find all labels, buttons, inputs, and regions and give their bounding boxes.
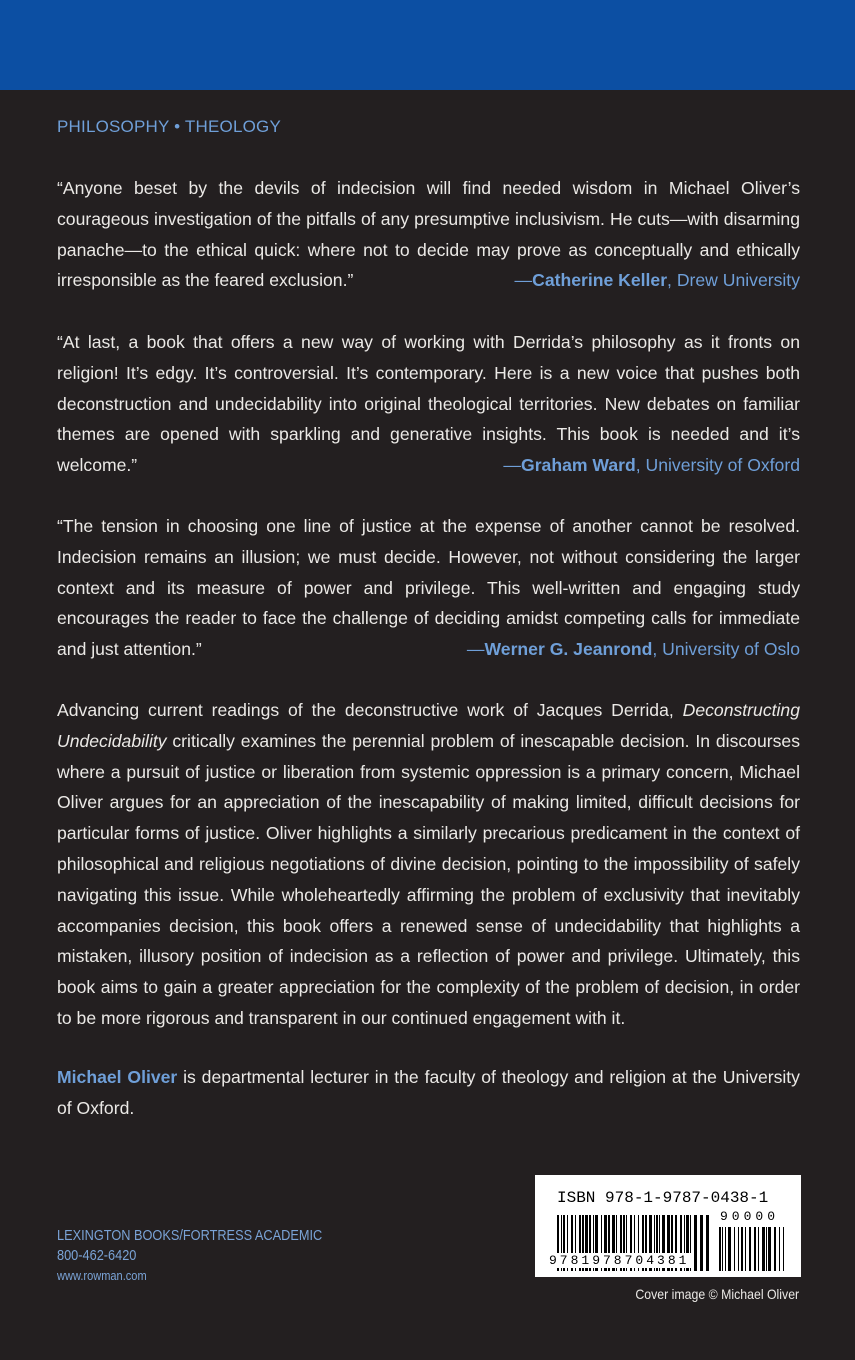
endorser-affiliation: , University of Oxford bbox=[635, 455, 800, 476]
quote-text: “At last, a book that offers a new way of working with Derrida’s philosophy as it fronts on religion! It’s edgy. It’s controversial. It’s contemporary. Here is a new voice that pushes both deconstruction and undecidability into original theological territories. New debates on familiar themes are opened with sparkling and generative insights. This book is needed and it’s welcome.” bbox=[57, 332, 800, 476]
publisher-name: LEXINGTON BOOKS/FORTRESS ACADEMIC bbox=[57, 1227, 323, 1244]
top-color-band bbox=[0, 0, 855, 90]
book-title: Deconstructing Undecidability bbox=[57, 700, 800, 751]
barcode-bar bbox=[722, 1227, 723, 1271]
ean-digits: 9781978704381 bbox=[549, 1253, 690, 1268]
barcode-bar bbox=[754, 1227, 756, 1271]
barcode-bar bbox=[749, 1227, 751, 1271]
barcode-bar bbox=[734, 1227, 735, 1271]
barcode-bar bbox=[766, 1227, 767, 1271]
barcode-bar bbox=[706, 1215, 709, 1271]
barcode-bar bbox=[783, 1227, 784, 1271]
author-bio-text: is departmental lecturer in the faculty of theology and religion at the University of Oxford. bbox=[57, 1067, 800, 1118]
quote-text: “Anyone beset by the devils of indecision will find needed wisdom in Michael Oliver’s courageous investigation of the pitfalls of any presumptive inclusivism. He cuts—with disarming panache—to the ethical quick: where not to decide may prove as conceptually and ethically irresponsible as the feared exclusion.” bbox=[57, 178, 800, 291]
endorser-name: Catherine Keller bbox=[532, 270, 668, 291]
category-label: PHILOSOPHY • THEOLOGY bbox=[57, 117, 281, 136]
endorsement-quote bbox=[57, 327, 800, 481]
book-description bbox=[57, 695, 800, 1034]
barcode-bar bbox=[738, 1227, 739, 1271]
description-body: critically examines the perennial problem of inescapable decision. In discourses where a pursuit of justice or liberation from systemic oppression is a primary concern, Michael Oliver argues for an appreciation of the inescapability of making limited, difficult decisions for particular forms of justice. Oliver highlights a similarly precarious predicament in the context of philosophical and religious negotiations of divine decision, pointing to the impossibility of safely navigating this issue. While wholeheartedly affirming the problem of exclusivity that inevitably accompanies decision, this book offers a renewed sense of undecidability that highlights a mistaken, illusory position of indecision as a reflection of power and privilege. Ultimately, this book aims to gain a greater appreciation for the complexity of the problem of decision, in order to be more rigorous and transparent in our continued engagement with it. bbox=[57, 730, 800, 1028]
isbn-text: ISBN 978-1-9787-0438-1 bbox=[557, 1189, 769, 1207]
author-bio bbox=[57, 1062, 800, 1124]
barcode-bar bbox=[725, 1227, 726, 1271]
endorser-affiliation: , Drew University bbox=[667, 270, 800, 291]
barcode-bar bbox=[694, 1215, 697, 1271]
quote-text: “The tension in choosing one line of justice at the expense of another cannot be resolved. Indecision remains an illusion; we must decide. However, not without considering the larger context and its measure of power and privilege. This well-written and engaging study encourages the reader to face the challenge of deciding amidst competing calls for immediate and just attention.” bbox=[57, 516, 800, 660]
quote-attribution bbox=[515, 265, 800, 296]
cover-image-credit: Cover image © Michael Oliver bbox=[635, 1286, 799, 1302]
endorser-affiliation: , University of Oslo bbox=[652, 639, 800, 660]
dash: — bbox=[466, 639, 485, 660]
description-intro: Advancing current readings of the deconstructive work of Jacques Derrida, bbox=[57, 700, 683, 720]
barcode-bar bbox=[728, 1227, 731, 1271]
endorser-name: Graham Ward bbox=[521, 455, 636, 476]
dash: — bbox=[514, 270, 533, 291]
price-code: 90000 bbox=[720, 1209, 780, 1224]
barcode-bar bbox=[719, 1227, 721, 1271]
endorsement-quote bbox=[57, 511, 800, 665]
quote-attribution bbox=[503, 450, 800, 481]
isbn-barcode bbox=[535, 1175, 801, 1277]
endorsement-quote bbox=[57, 173, 800, 296]
publisher-phone: 800-462-6420 bbox=[57, 1247, 137, 1264]
dash: — bbox=[503, 455, 522, 476]
barcode-bar bbox=[745, 1227, 746, 1271]
barcode-bar bbox=[741, 1227, 743, 1271]
barcode-bar bbox=[768, 1227, 771, 1271]
quote-attribution bbox=[467, 634, 800, 665]
barcode-bar bbox=[762, 1227, 765, 1271]
endorser-name: Werner G. Jeanrond bbox=[484, 639, 653, 660]
barcode-bar bbox=[758, 1227, 759, 1271]
barcode-bar bbox=[779, 1227, 780, 1271]
barcode-bar bbox=[774, 1227, 776, 1271]
author-name: Michael Oliver bbox=[57, 1067, 178, 1087]
publisher-info bbox=[57, 1226, 369, 1286]
barcode-bar bbox=[700, 1215, 703, 1271]
publisher-website: www.rowman.com bbox=[57, 1268, 147, 1283]
